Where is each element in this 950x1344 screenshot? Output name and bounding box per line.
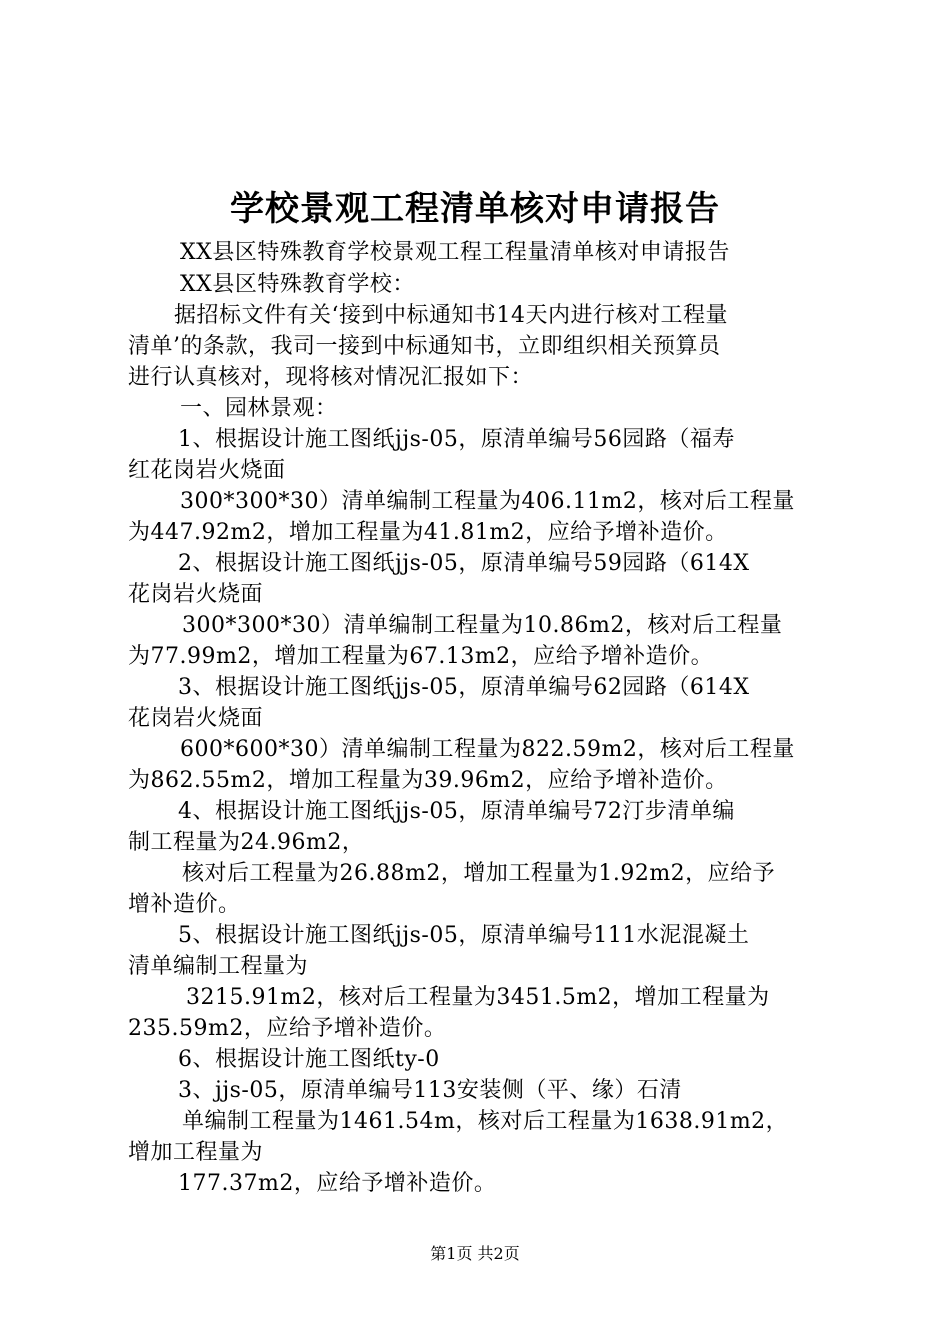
body-line: XX县区特殊教育学校：	[180, 272, 415, 297]
body-line: 3215.91m2，核对后工程量为3451.5m2，增加工程量为	[186, 985, 770, 1010]
body-line: 为447.92m2，增加工程量为41.81m2，应给予增补造价。	[128, 520, 728, 545]
body-line: 4、根据设计施工图纸jjs-05，原清单编号72汀步清单编	[178, 799, 735, 824]
body-line: 进行认真核对，现将核对情况汇报如下：	[128, 365, 534, 390]
document-title: 学校景观工程清单核对申请报告	[230, 189, 720, 229]
body-line: 清单’的条款，我司一接到中标通知书，立即组织相关预算员	[128, 334, 721, 359]
body-line: 制工程量为24.96m2，	[128, 830, 365, 855]
body-line: 清单编制工程量为	[128, 954, 309, 979]
body-line: 1、根据设计施工图纸jjs-05，原清单编号56园路（福寿	[178, 427, 735, 452]
body-line: 增加工程量为	[128, 1140, 264, 1165]
body-line: 177.37m2，应给予增补造价。	[178, 1171, 497, 1196]
body-line: 一、园林景观：	[180, 396, 338, 421]
body-line: 为77.99m2，增加工程量为67.13m2，应给予增补造价。	[128, 644, 714, 669]
body-line: 红花岗岩火烧面	[128, 458, 286, 483]
body-line: 3、根据设计施工图纸jjs-05，原清单编号62园路（614X	[178, 675, 750, 700]
body-line: 2、根据设计施工图纸jjs-05，原清单编号59园路（614X	[178, 551, 750, 576]
body-line: 300*300*30）清单编制工程量为10.86m2，核对后工程量	[182, 613, 783, 638]
body-line: 3、jjs-05，原清单编号113安装侧（平、缘）石清	[178, 1078, 682, 1103]
body-line: 花岗岩火烧面	[128, 706, 264, 731]
body-line: 为862.55m2，增加工程量为39.96m2，应给予增补造价。	[128, 768, 728, 793]
body-line: 235.59m2，应给予增补造价。	[128, 1016, 447, 1041]
body-line: 据招标文件有关‘接到中标通知书14天内进行核对工程量	[174, 303, 728, 328]
body-line: 600*600*30）清单编制工程量为822.59m2，核对后工程量	[180, 737, 795, 762]
body-line: XX县区特殊教育学校景观工程工程量清单核对申请报告	[180, 240, 730, 265]
body-line: 增补造价。	[128, 892, 241, 917]
body-line: 核对后工程量为26.88m2，增加工程量为1.92m2，应给予	[182, 861, 776, 886]
body-line: 300*300*30）清单编制工程量为406.11m2，核对后工程量	[180, 489, 795, 514]
body-line: 6、根据设计施工图纸ty-0	[178, 1047, 440, 1072]
page-number: 第1页 共2页	[430, 1244, 520, 1263]
body-line: 单编制工程量为1461.54m，核对后工程量为1638.91m2，	[182, 1109, 789, 1134]
body-line: 花岗岩火烧面	[128, 582, 264, 607]
body-line: 5、根据设计施工图纸jjs-05，原清单编号111水泥混凝土	[178, 923, 750, 948]
